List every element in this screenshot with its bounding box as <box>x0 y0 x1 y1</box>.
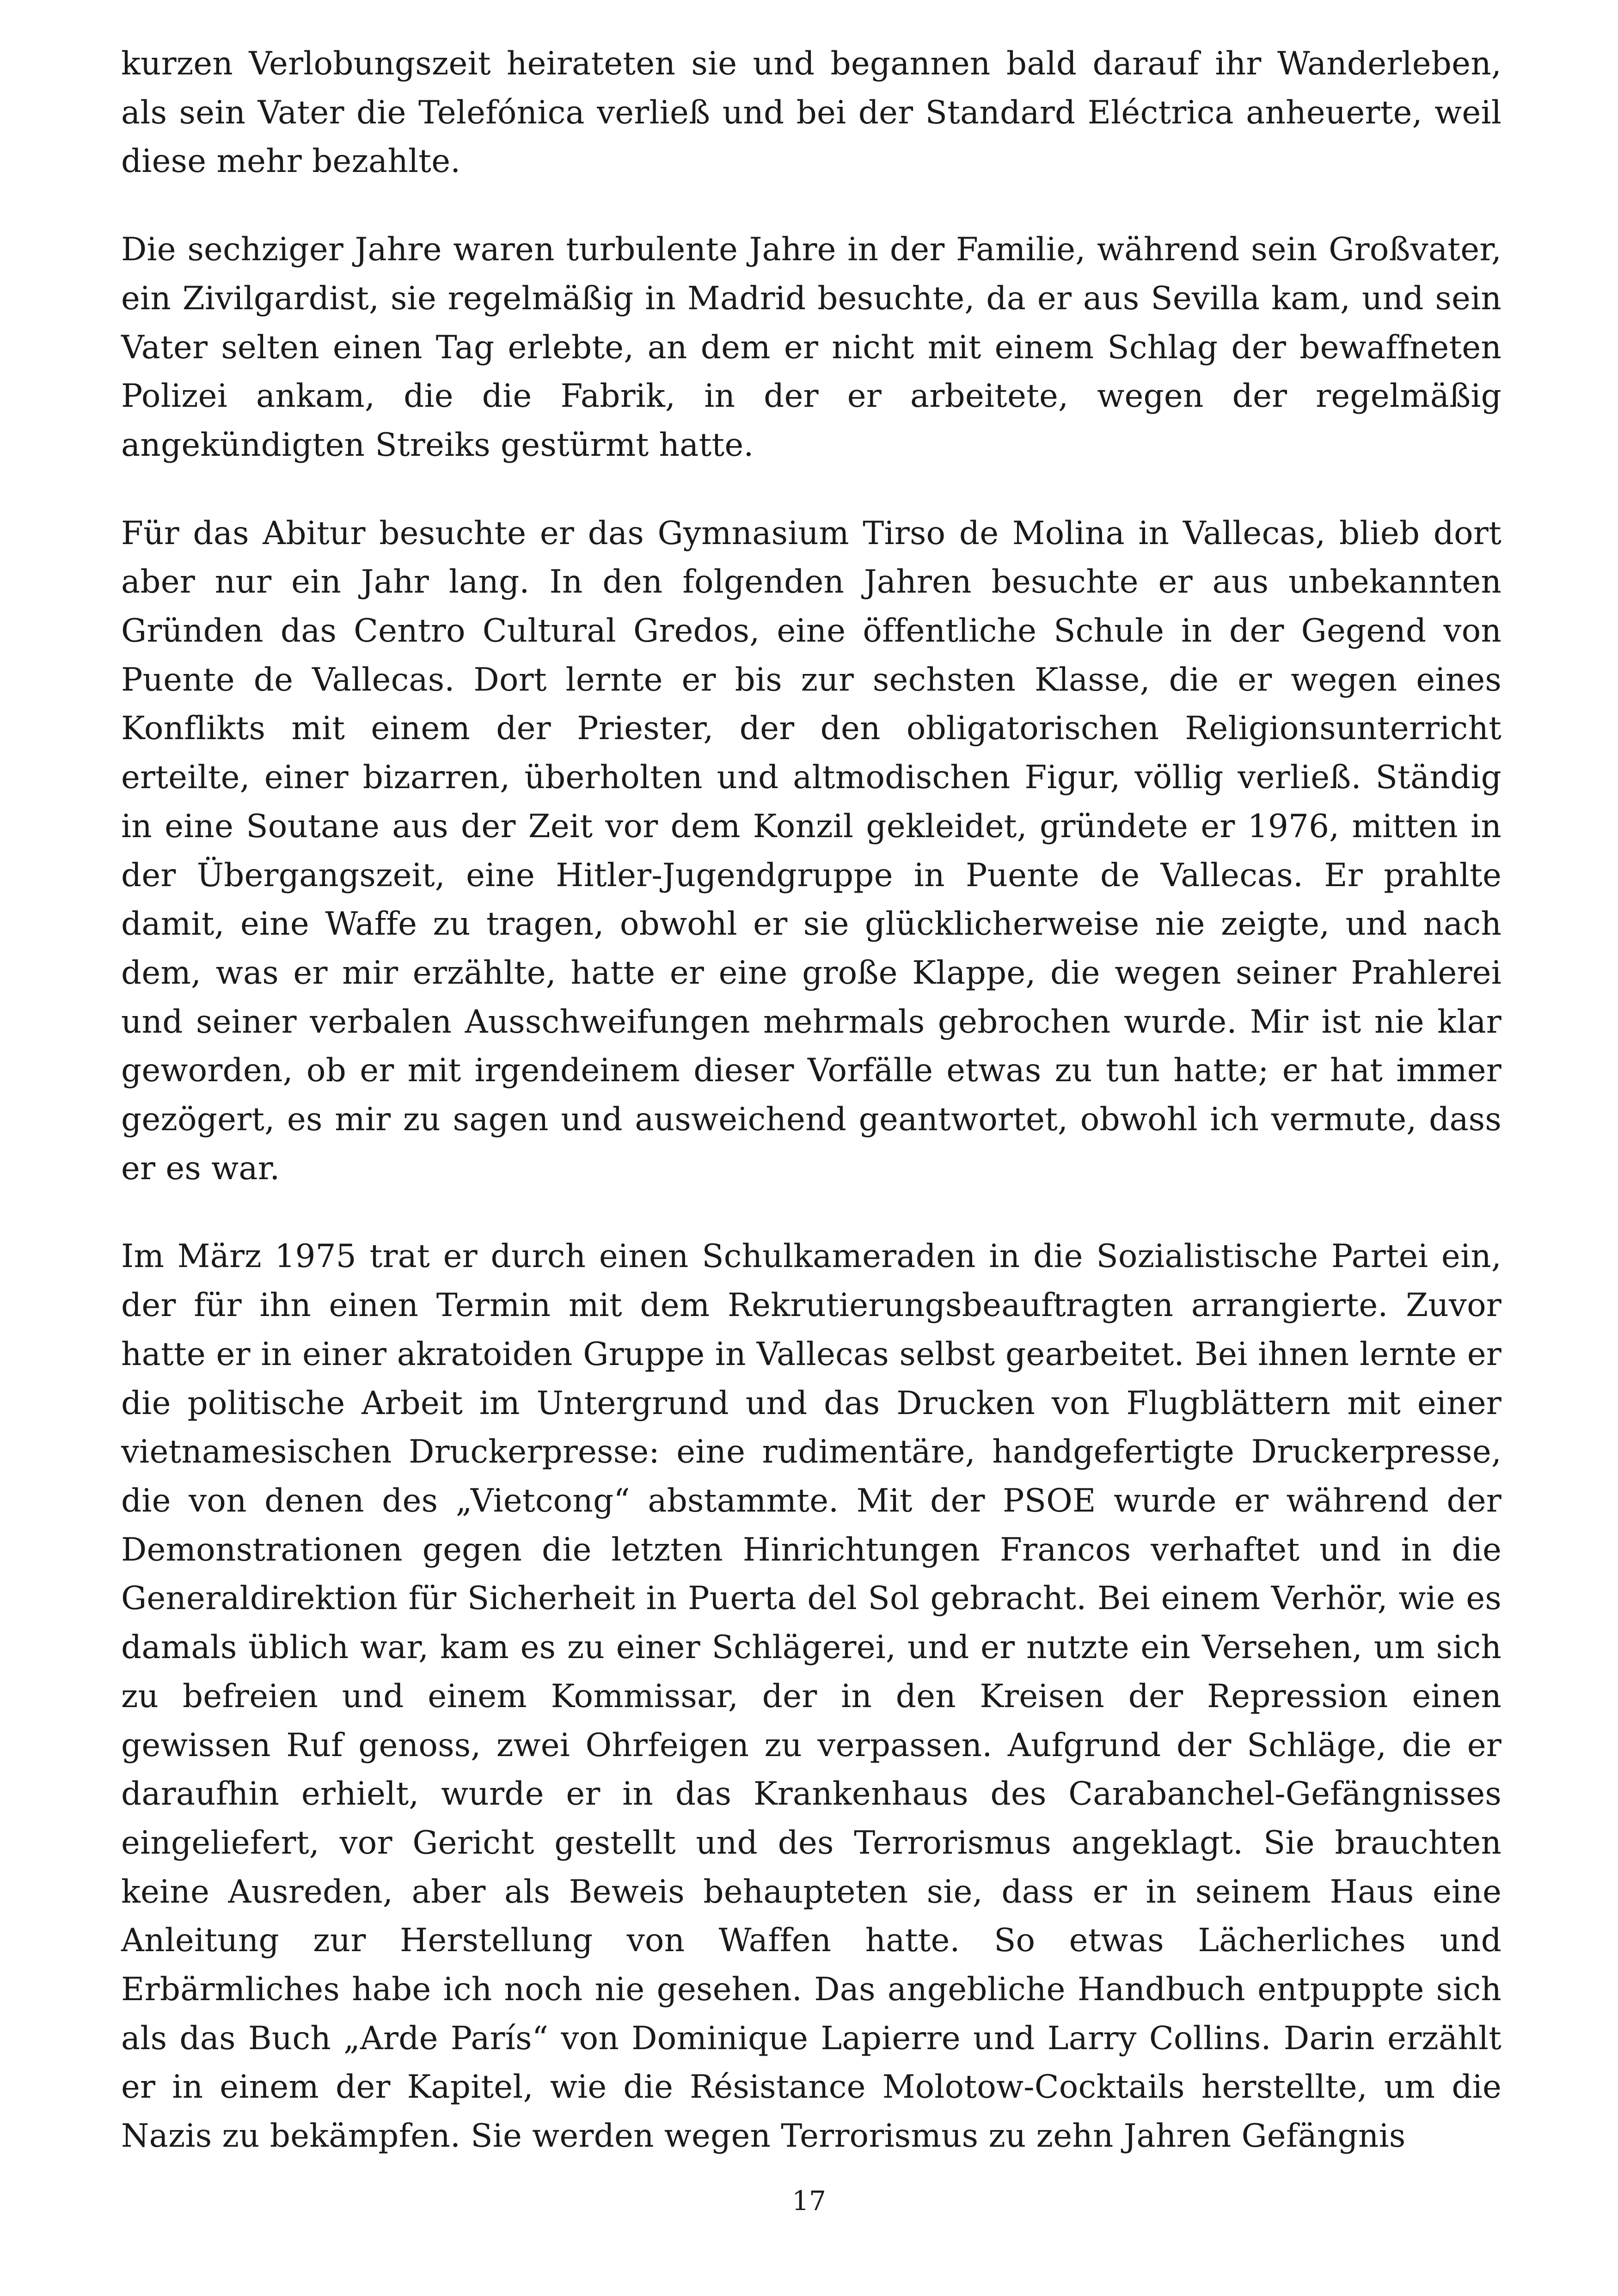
page-number: 17 <box>792 2185 826 2216</box>
paragraph-4: Im März 1975 trat er durch einen Schulkameraden in die Sozialistische Partei ein, der für ihn einen Termin mit dem Rekrutierungsbeauftragten arrangierte. Zuvor hatte er in einer akratoiden Gruppe in Vallecas selbst gearbeitet. Bei ihnen lernte er die politische Arbeit im Untergrund und das Drucken von Flugblättern mit einer vietnamesischen Druckerpresse: eine rudimentäre, handgefertigte Druckerpresse, die von denen des „Vietcong“ abstammte. Mit der PSOE wurde er während der Demonstrationen gegen die letzten Hinrichtungen Francos verhaftet und in die Generaldirektion für Sicherheit in Puerta del Sol gebracht. Bei einem Verhör, wie es damals üblich war, kam es zu einer Schlägerei, und er nutzte ein Versehen, um sich zu befreien und einem Kommissar, der in den Kreisen der Repression einen gewissen Ruf genoss, zwei Ohrfeigen zu verpassen. Aufgrund der Schläge, die er daraufhin erhielt, wurde er in das Krankenhaus des Carabanchel-Gefängnisses eingeliefert, vor Gericht gestellt und des Terrorismus angeklagt. Sie brauchten keine Ausreden, aber als Beweis behaupteten sie, dass er in seinem Haus eine Anleitung zur Herstellung von Waffen hatte. So etwas Lächerliches und Erbärmliches habe ich noch nie gesehen. Das angebliche Handbuch entpuppte sich als das Buch „Arde París“ von Dominique Lapierre und Larry Collins. Darin erzählt er in einem der Kapitel, wie die Résistance Molotow-Cocktails herstellte, um die Nazis zu bekämpfen. Sie werden wegen Terrorismus zu zehn Jahren Gefängnis <box>121 1238 1502 2155</box>
body-text <box>121 40 1502 2161</box>
paragraph-1: kurzen Verlobungszeit heirateten sie und begannen bald darauf ihr Wanderleben, als sein Vater die Telefónica verließ und bei der Standard Eléctrica anheuerte, weil diese mehr bezahlte. <box>121 45 1502 180</box>
paragraph-3: Für das Abitur besuchte er das Gymnasium Tirso de Molina in Vallecas, blieb dort aber nur ein Jahr lang. In den folgenden Jahren besuchte er aus unbekannten Gründen das Centro Cultural Gredos, eine öffentliche Schule in der Gegend von Puente de Vallecas. Dort lernte er bis zur sechsten Klasse, die er wegen eines Konflikts mit einem der Priester, der den obligatorischen Religionsunterricht erteilte, einer bizarren, überholten und altmodischen Figur, völlig verließ. Ständig in eine Soutane aus der Zeit vor dem Konzil gekleidet, gründete er 1976, mitten in der Übergangszeit, eine Hitler-Jugendgruppe in Puente de Vallecas. Er prahlte damit, eine Waffe zu tragen, obwohl er sie glücklicherweise nie zeigte, und nach dem, was er mir erzählte, hatte er eine große Klappe, die wegen seiner Prahlerei und seiner verbalen Ausschweifungen mehrmals gebrochen wurde. Mir ist nie klar geworden, ob er mit irgendeinem dieser Vorfälle etwas zu tun hatte; er hat immer gezögert, es mir zu sagen und ausweichend geantwortet, obwohl ich vermute, dass er es war. <box>121 514 1502 1187</box>
paragraph-2: Die sechziger Jahre waren turbulente Jahre in der Familie, während sein Großvater, ein Zivilgardist, sie regelmäßig in Madrid besuchte, da er aus Sevilla kam, und sein Vater selten einen Tag erlebte, an dem er nicht mit einem Schlag der bewaffneten Polizei ankam, die die Fabrik, in der er arbeitete, wegen der regelmäßig angekündigten Streiks gestürmt hatte. <box>121 231 1502 464</box>
